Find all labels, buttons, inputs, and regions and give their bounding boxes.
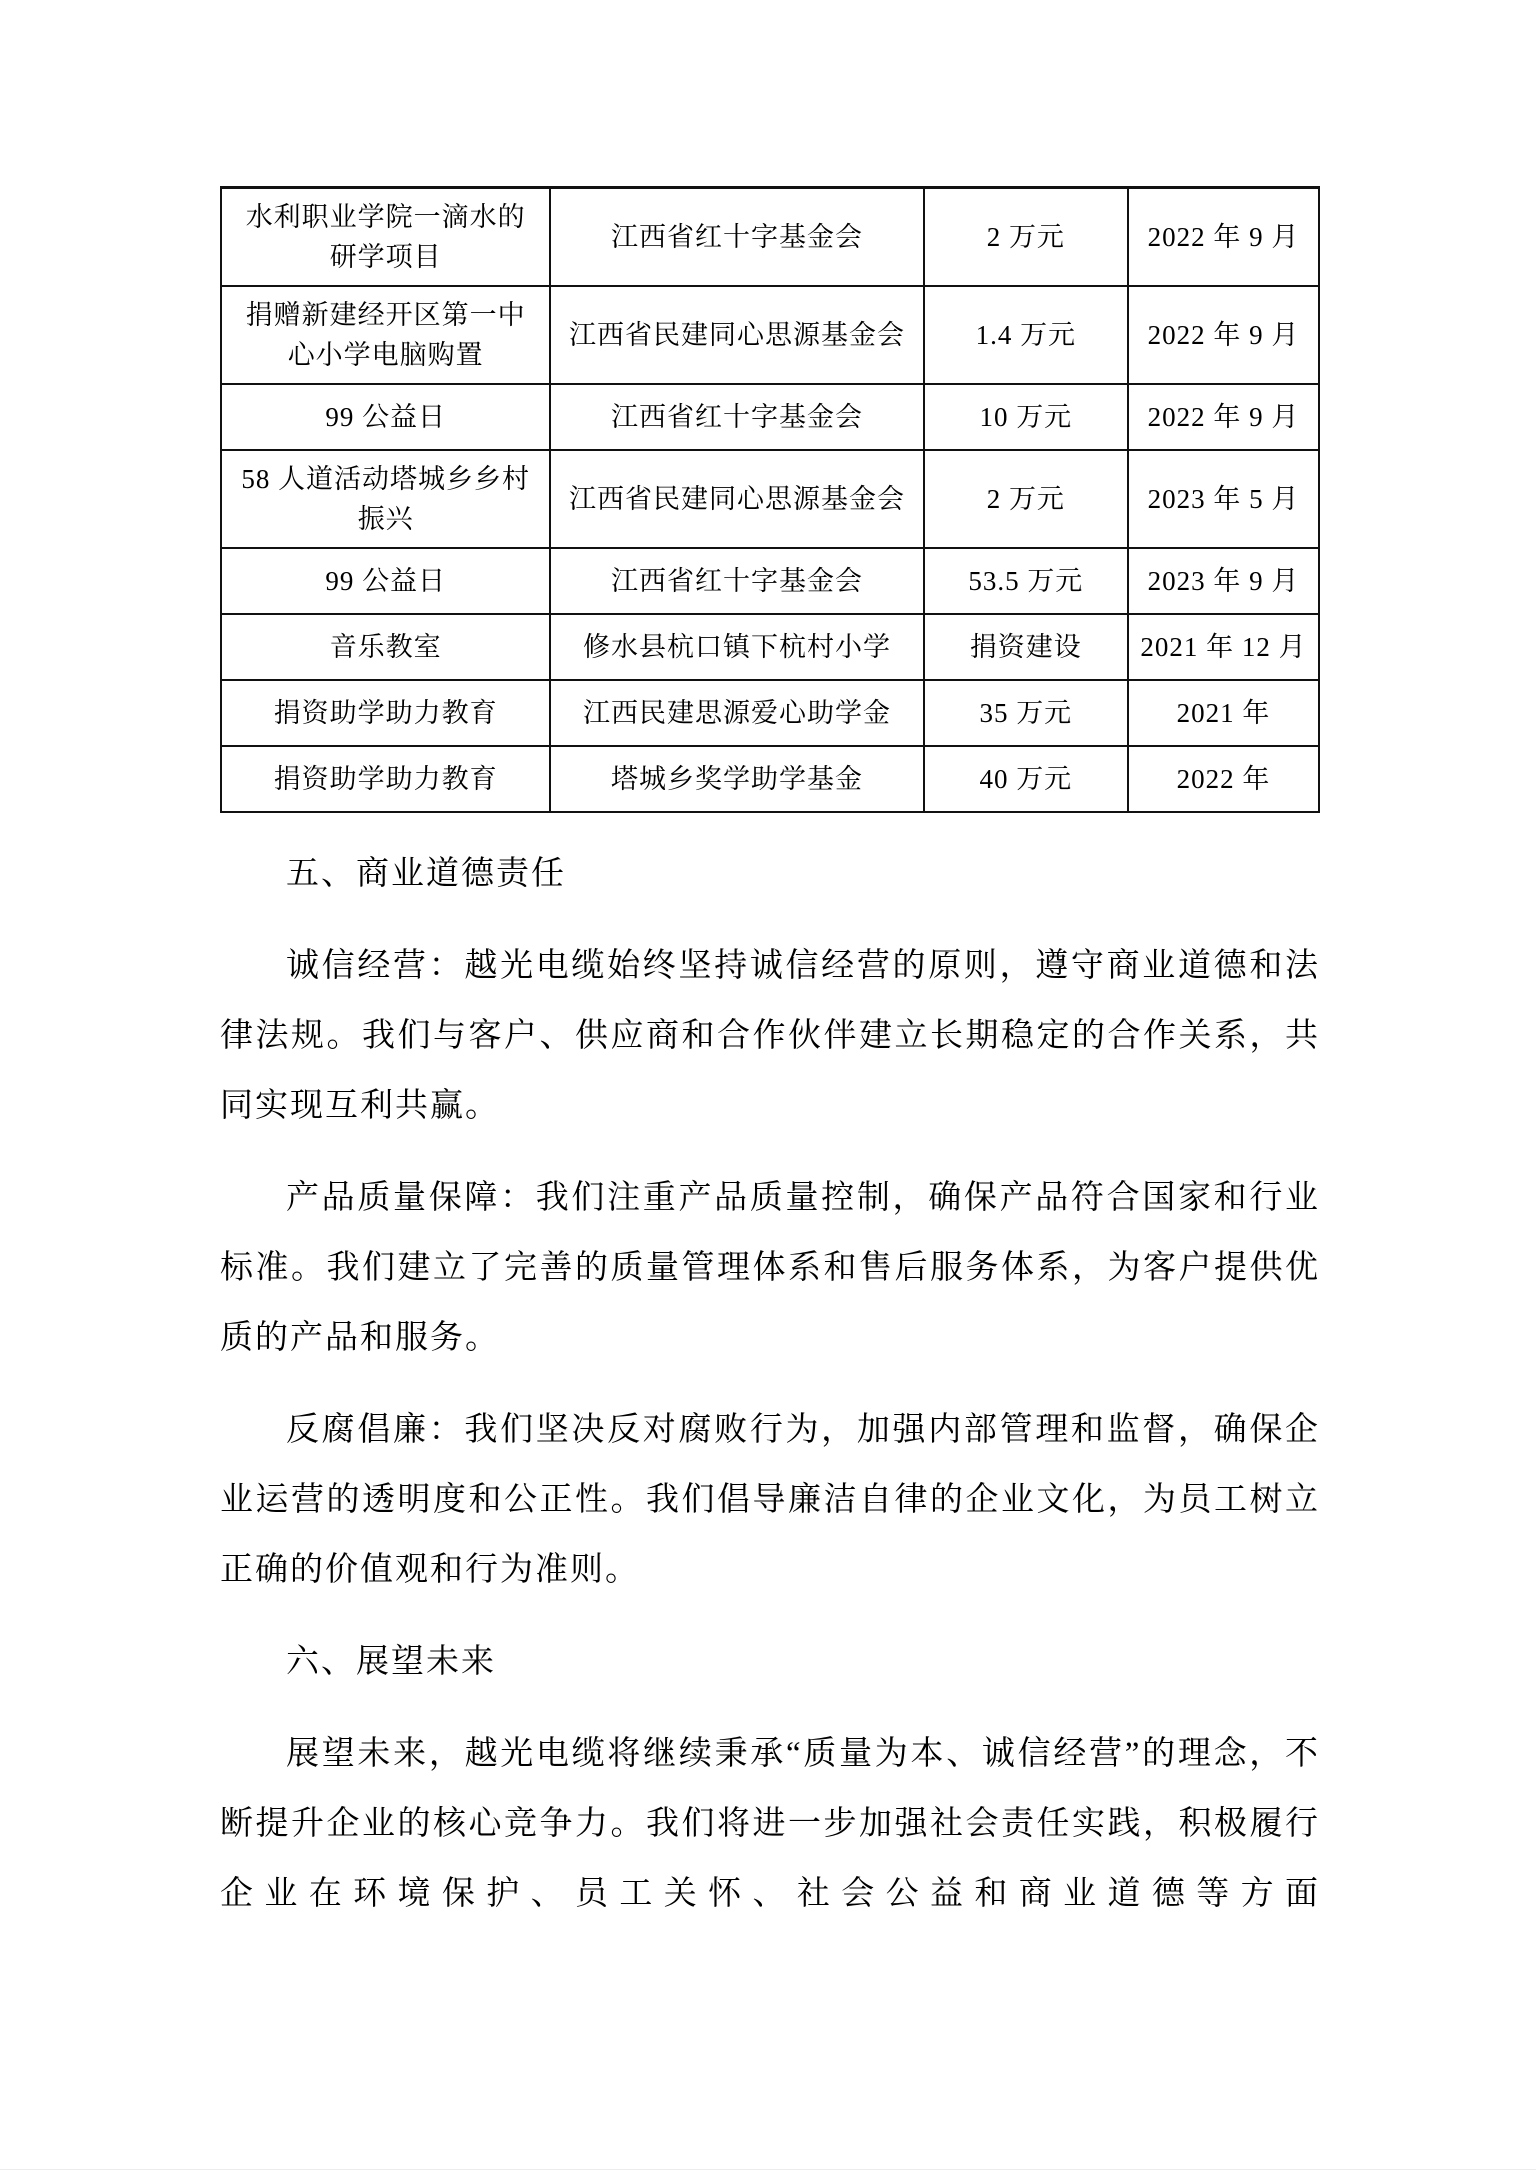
cell-amount: 53.5 万元 [924,548,1128,614]
document-content [220,186,1320,1951]
cell-date: 2022 年 [1128,746,1319,812]
cell-amount: 10 万元 [924,384,1128,450]
cell-project: 水利职业学院一滴水的研学项目 [221,188,550,287]
paragraph-integrity-management: 诚信经营：越光电缆始终坚持诚信经营的原则，遵守商业道德和法律法规。我们与客户、供应商和合作伙伴建立长期稳定的合作关系，共同实现互利共赢。 [220,948,1320,1124]
cell-date: 2022 年 9 月 [1128,384,1319,450]
cell-amount: 2 万元 [924,188,1128,287]
cell-date: 2023 年 5 月 [1128,450,1319,548]
table-row [221,548,1319,614]
cell-project: 捐资助学助力教育 [221,746,550,812]
table-row [221,286,1319,384]
document-body-text [220,839,1320,1929]
section-heading-future-outlook: 六、展望未来 [286,1644,496,1680]
cell-date: 2021 年 [1128,680,1319,746]
cell-date: 2022 年 9 月 [1128,188,1319,287]
cell-project: 音乐教室 [221,614,550,680]
table-row [221,614,1319,680]
cell-organization: 修水县杭口镇下杭村小学 [550,614,923,680]
cell-project: 捐资助学助力教育 [221,680,550,746]
paragraph-anti-corruption: 反腐倡廉：我们坚决反对腐败行为，加强内部管理和监督，确保企业运营的透明度和公正性。我们倡导廉洁自律的企业文化，为员工树立正确的价值观和行为准则。 [220,1412,1320,1588]
cell-amount: 捐资建设 [924,614,1128,680]
table-row [221,680,1319,746]
cell-organization: 江西省红十字基金会 [550,188,923,287]
table-row [221,450,1319,548]
cell-project: 99 公益日 [221,548,550,614]
cell-project: 捐赠新建经开区第一中心小学电脑购置 [221,286,550,384]
cell-organization: 江西省红十字基金会 [550,384,923,450]
cell-date: 2021 年 12 月 [1128,614,1319,680]
paragraph-product-quality: 产品质量保障：我们注重产品质量控制，确保产品符合国家和行业标准。我们建立了完善的质量管理体系和售后服务体系，为客户提供优质的产品和服务。 [220,1180,1320,1356]
donation-table [220,186,1320,813]
cell-project: 58 人道活动塔城乡乡村振兴 [221,450,550,548]
page-break-divider [0,2169,1536,2170]
cell-organization: 江西民建思源爱心助学金 [550,680,923,746]
cell-organization: 江西省民建同心思源基金会 [550,286,923,384]
cell-organization: 塔城乡奖学助学基金 [550,746,923,812]
table-row [221,384,1319,450]
cell-date: 2022 年 9 月 [1128,286,1319,384]
cell-amount: 2 万元 [924,450,1128,548]
cell-amount: 40 万元 [924,746,1128,812]
cell-amount: 35 万元 [924,680,1128,746]
table-row [221,746,1319,812]
table-row [221,188,1319,287]
cell-organization: 江西省民建同心思源基金会 [550,450,923,548]
cell-date: 2023 年 9 月 [1128,548,1319,614]
paragraph-future-outlook: 展望未来，越光电缆将继续秉承“质量为本、诚信经营”的理念，不断提升企业的核心竞争力。我们将进一步加强社会责任实践，积极履行企业在环境保护、员工关怀、社会公益和商业道德等方面 [220,1736,1320,1912]
cell-organization: 江西省红十字基金会 [550,548,923,614]
section-heading-business-ethics: 五、商业道德责任 [286,856,566,892]
cell-amount: 1.4 万元 [924,286,1128,384]
cell-project: 99 公益日 [221,384,550,450]
